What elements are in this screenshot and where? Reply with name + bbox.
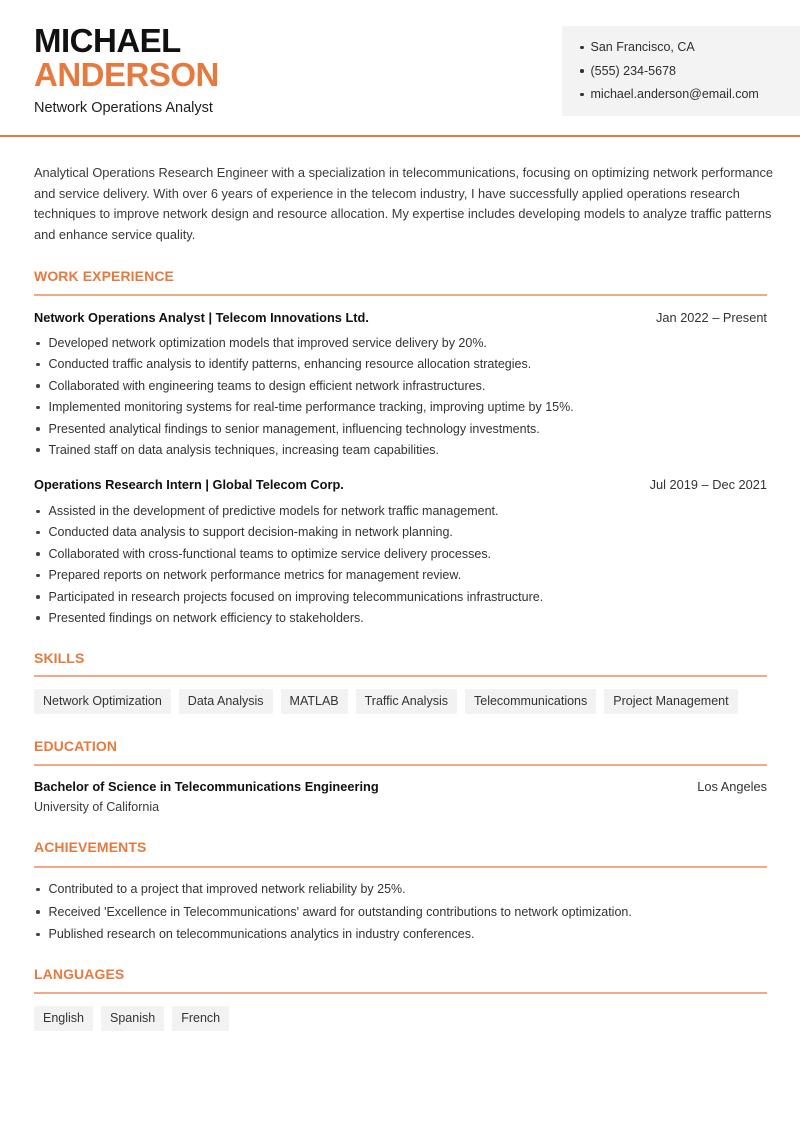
list-item (34, 399, 774, 420)
bullet-icon (36, 595, 40, 599)
section-title-education: EDUCATION (34, 738, 118, 754)
contact-email[interactable] (580, 86, 800, 110)
bullet-icon (36, 574, 40, 578)
list-item (34, 546, 774, 567)
skills-list (34, 689, 738, 714)
language-tag: French (172, 1006, 229, 1031)
list-item (34, 589, 774, 610)
skill-tag: Telecommunications (465, 689, 596, 714)
bullet-icon (580, 93, 584, 97)
language-tag: Spanish (101, 1006, 164, 1031)
skill-tag: MATLAB (281, 689, 348, 714)
bullet-icon (36, 427, 40, 431)
list-item (34, 356, 774, 377)
section-title-achievements: ACHIEVEMENTS (34, 839, 147, 855)
first-name: MICHAEL (34, 22, 181, 59)
section-divider (34, 992, 767, 994)
bullet-text: Published research on telecommunications analytics in industry conferences. (48, 927, 475, 941)
list-item (34, 881, 774, 904)
bullet-icon (36, 342, 40, 346)
bullet-text: Presented analytical findings to senior management, influencing technology investments. (48, 421, 540, 436)
bullet-icon (36, 531, 40, 535)
education-header (34, 779, 767, 794)
section-divider (34, 764, 767, 766)
bullet-text: Implemented monitoring systems for real-time performance tracking, improving uptime by 15%. (48, 400, 574, 415)
list-item (34, 926, 774, 949)
bullet-text: Contributed to a project that improved network reliability by 25%. (48, 882, 406, 896)
bullet-icon (36, 406, 40, 410)
email-link[interactable]: michael.anderson@email.com (590, 87, 759, 101)
bullet-text: Collaborated with engineering teams to design efficient network infrastructures. (48, 378, 486, 393)
bullet-text: Assisted in the development of predictive models for network traffic management. (48, 504, 499, 518)
bullet-text: Developed network optimization models that improved service delivery by 20%. (48, 336, 487, 350)
job-header (34, 477, 767, 492)
bullet-icon (36, 888, 40, 892)
phone-text: (555) 234-5678 (590, 63, 676, 78)
job-header (34, 310, 767, 325)
list-item (34, 335, 774, 356)
section-divider (34, 294, 767, 296)
list-item (34, 378, 774, 399)
list-item (34, 524, 774, 545)
bullet-text: Received 'Excellence in Telecommunications' award for outstanding contributions to network optimization. (48, 904, 632, 919)
list-item (34, 421, 774, 442)
list-item (34, 503, 774, 524)
skill-tag: Network Optimization (34, 689, 171, 714)
section-title-skills: SKILLS (34, 650, 85, 666)
degree: Bachelor of Science in Telecommunications Engineering (34, 779, 379, 794)
contact-phone (580, 63, 800, 87)
job-bullets (34, 503, 774, 631)
list-item (34, 904, 774, 927)
bullet-icon (36, 933, 40, 937)
bullet-text: Trained staff on data analysis techniques, increasing team capabilities. (48, 442, 440, 457)
location-text: San Francisco, CA (590, 40, 695, 54)
bullet-text: Participated in research projects focused on improving telecommunications infrastructure. (48, 589, 544, 604)
list-item (34, 610, 774, 631)
job-title: Network Operations Analyst (34, 100, 213, 116)
bullet-text: Collaborated with cross-functional teams to optimize service delivery processes. (48, 546, 492, 561)
contact-box (562, 26, 800, 116)
section-title-languages: LANGUAGES (34, 966, 125, 982)
achievements-list (34, 881, 774, 949)
bullet-icon (580, 69, 584, 73)
bullet-icon (36, 552, 40, 556)
job-bullets (34, 335, 774, 463)
section-divider (34, 866, 767, 868)
bullet-icon (36, 384, 40, 388)
skill-tag: Data Analysis (179, 689, 273, 714)
skill-tag: Traffic Analysis (356, 689, 457, 714)
bullet-icon (36, 363, 40, 367)
bullet-icon (36, 616, 40, 620)
bullet-icon (580, 46, 584, 50)
languages-list (34, 1006, 229, 1031)
school-name: University of California (34, 800, 160, 814)
skill-tag: Project Management (604, 689, 737, 714)
bullet-icon (36, 510, 40, 514)
last-name: ANDERSON (34, 56, 219, 93)
bullet-text: Conducted data analysis to support decision-making in network planning. (48, 525, 453, 540)
summary-text: Analytical Operations Research Engineer with a specialization in telecommunications, focusing on optimizing network performance and service delivery. With over 6 years of experience in the telecom industry, I have successfully applied operations research techniques to improve network design and resource allocation. My expertise includes developing models to analyze traffic patterns and enhance service quality. (34, 165, 774, 243)
bullet-icon (36, 910, 40, 914)
job-dates: Jul 2019 – Dec 2021 (649, 477, 767, 492)
education-location: Los Angeles (697, 779, 767, 794)
job-role: Operations Research Intern | Global Telecom Corp. (34, 477, 344, 492)
list-item (34, 442, 774, 463)
section-title-work-experience: WORK EXPERIENCE (34, 268, 174, 284)
contact-location (580, 39, 800, 63)
bullet-text: Prepared reports on network performance metrics for management review. (48, 568, 462, 583)
job-dates: Jan 2022 – Present (656, 310, 767, 325)
resume-header (0, 0, 800, 137)
bullet-text: Conducted traffic analysis to identify patterns, enhancing resource allocation strategies. (48, 357, 532, 372)
bullet-icon (36, 448, 40, 452)
list-item (34, 567, 774, 588)
language-tag: English (34, 1006, 93, 1031)
bullet-text: Presented findings on network efficiency to stakeholders. (48, 610, 364, 625)
job-role: Network Operations Analyst | Telecom Innovations Ltd. (34, 310, 369, 325)
section-divider (34, 675, 767, 677)
